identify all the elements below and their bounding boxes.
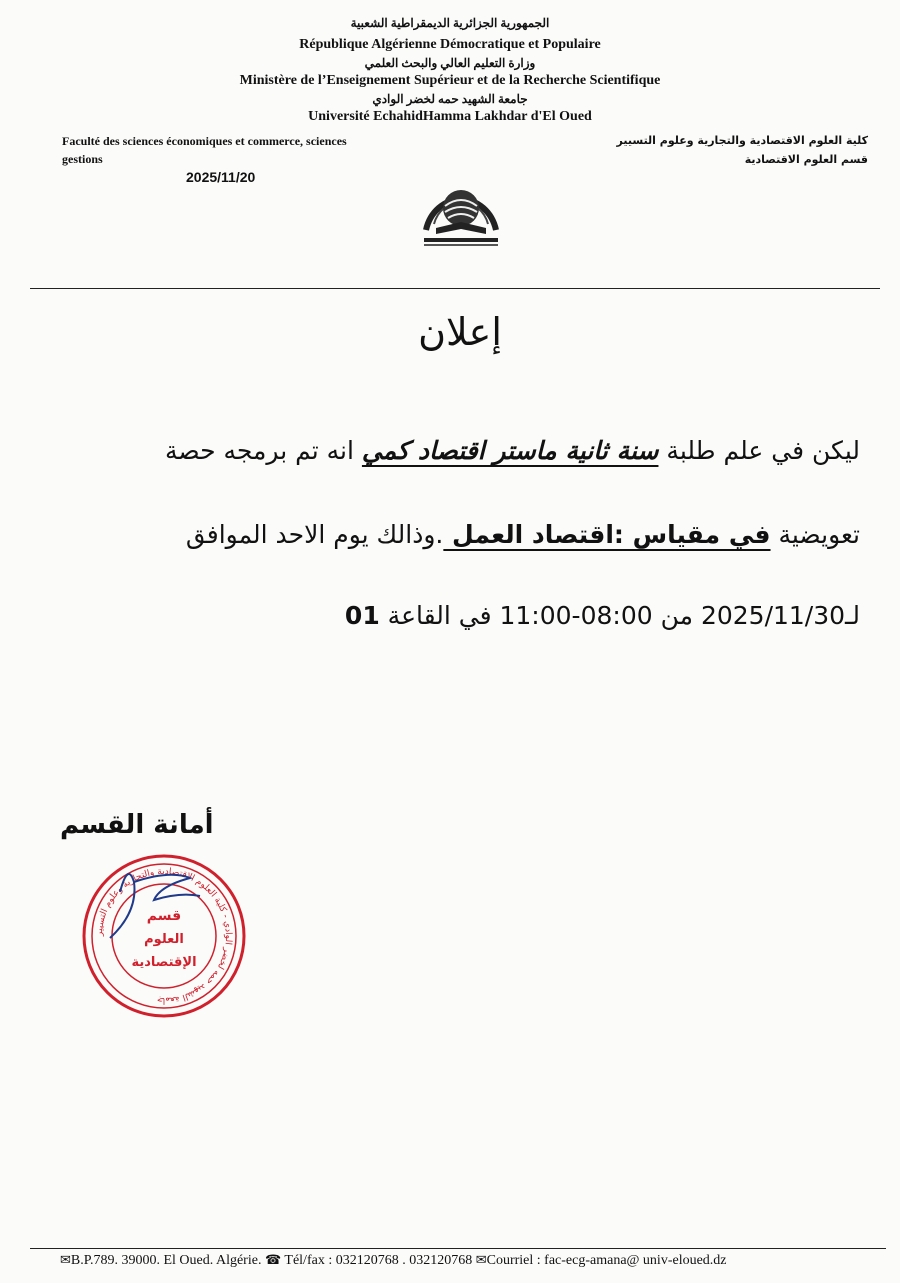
stamp-line-3: الإقتصادية xyxy=(131,955,197,970)
footer-email: Courriel : fac-ecg-amana@ univ-eloued.dz xyxy=(486,1253,727,1268)
footer xyxy=(60,1253,860,1269)
session-date: 2025/11/30 xyxy=(700,601,846,630)
body-line-2-post: .وذالك يوم الاحد الموافق xyxy=(185,520,444,549)
header-divider xyxy=(30,288,880,289)
body-line-3-mid: من 08:00-11:00 في القاعة xyxy=(379,601,701,630)
department-ar: قسم العلوم الاقتصادية xyxy=(744,153,868,166)
footer-address: B.P.789. 39000. El Oued. Algérie. xyxy=(70,1253,262,1268)
republic-ar: الجمهورية الجزائرية الديمقراطية الشعبية xyxy=(350,16,550,30)
university-ar: جامعة الشهيد حمه لخضر الوادي xyxy=(372,92,528,106)
stamp-line-1: قسم xyxy=(146,908,182,924)
handwritten-signature xyxy=(110,874,200,938)
phone-icon: ☎ xyxy=(264,1253,282,1268)
body-line-1 xyxy=(40,436,860,465)
faculty-ar: كلية العلوم الاقتصادية والتجارية وعلوم التسيير xyxy=(616,134,868,147)
envelope-icon: ✉ xyxy=(60,1253,71,1268)
signature-label: أمانة القسم xyxy=(60,810,214,840)
student-level: سنة ثانية ماستر اقتصاد كمي xyxy=(361,436,659,465)
faculty-fr-line1: Faculté des sciences économiques et commerce, sciences xyxy=(62,134,347,148)
body-line-3-pre: لـ xyxy=(845,601,860,630)
body-line-3 xyxy=(40,601,860,630)
body-line-1-pre: ليكن في علم طلبة xyxy=(658,436,860,465)
body-line-1-post: انه تم برمجه حصة xyxy=(165,436,362,465)
stamp-line-2: العلوم xyxy=(144,932,184,947)
body-line-2 xyxy=(40,520,860,549)
room-number: 01 xyxy=(344,601,380,630)
faculty-fr-line2: gestions xyxy=(62,152,103,166)
ministry-ar: وزارة التعليم العالي والبحث العلمي xyxy=(364,56,536,70)
ministry-fr: Ministère de l’Enseignement Supérieur et de la Recherche Scientifique xyxy=(239,73,661,88)
university-fr: Université EchahidHamma Lakhdar d'El Oued xyxy=(308,109,592,124)
university-logo xyxy=(418,172,504,248)
course-name: في مقياس :اقتصاد العمل xyxy=(443,520,771,549)
department-stamp xyxy=(80,852,248,1020)
footer-divider xyxy=(30,1248,886,1249)
mail-icon: ✉ xyxy=(475,1253,487,1268)
stamp-ring-text: جامعة الشهيد حمه لخضر الوادي - كلية العلوم الاقتصادية والتجارية وعلوم التسيير xyxy=(94,866,234,1006)
footer-tel: Tél/fax : 032120768 . 032120768 xyxy=(281,1253,473,1268)
body-line-2-pre: تعويضية xyxy=(770,520,860,549)
republic-fr: République Algérienne Démocratique et Populaire xyxy=(299,37,601,52)
announcement-title: إعلان xyxy=(418,310,502,354)
announcement-date: 2025/11/20 xyxy=(186,169,256,185)
